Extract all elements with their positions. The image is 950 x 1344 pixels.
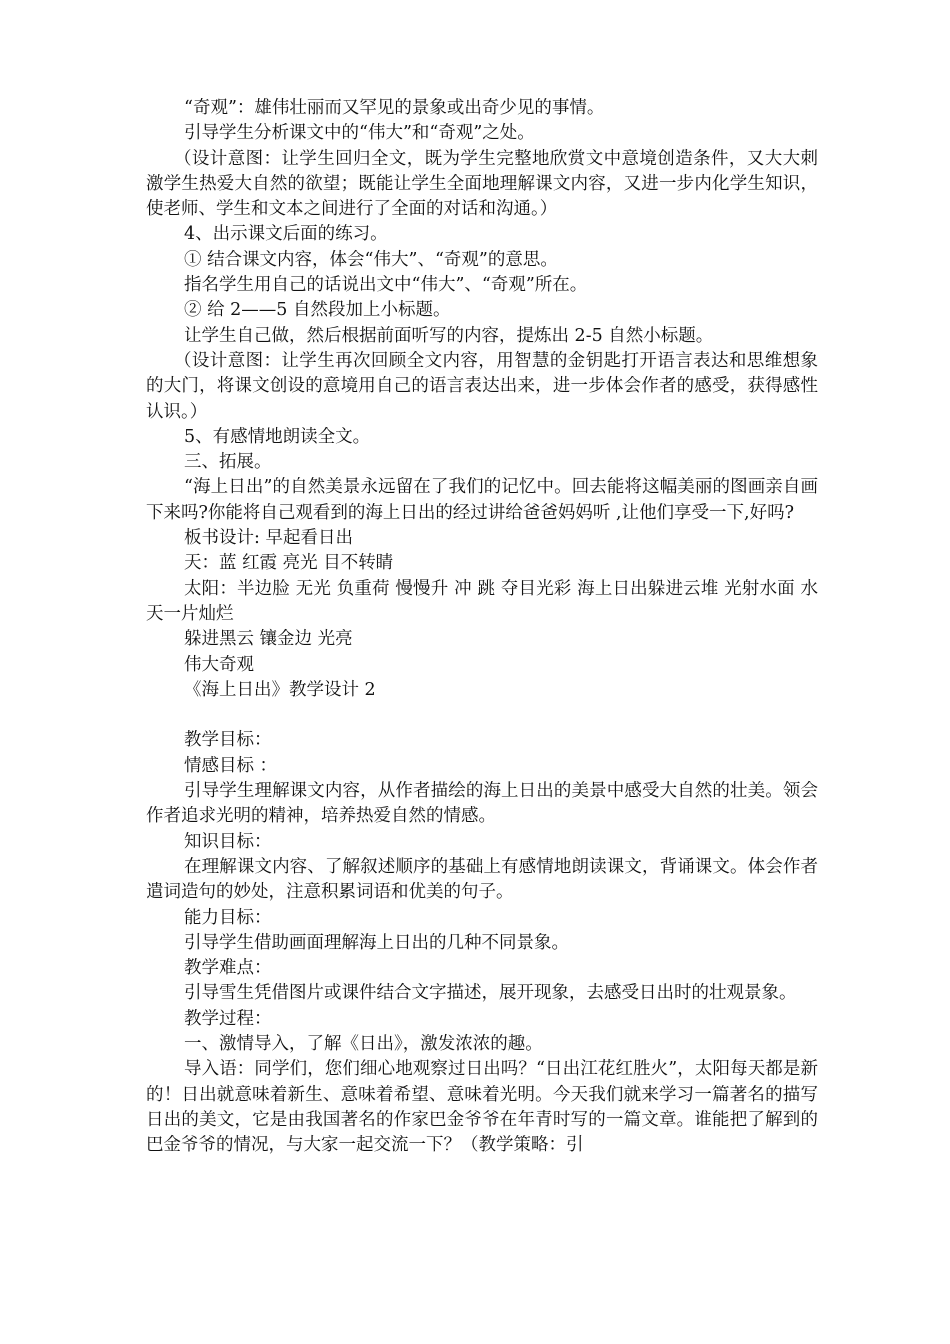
- paragraph: 导入语：同学们，您们细心地观察过日出吗？“日出江花红胜火”，太阳每天都是新的！日出就意味着新生、意味着希望、意味着光明。今天我们就来学习一篇著名的描写日出的美文，它是由我国著名的作家巴金爷爷在年青时写的一篇文章。谁能把了解到的巴金爷爷的情况，与大家一起交流一下？（教学策略：引: [146, 1059, 818, 1156]
- paragraph: 引导学生借助画面理解海上日出的几种不同景象。: [184, 932, 569, 953]
- paragraph: 太阳：半边脸 无光 负重荷 慢慢升 冲 跳 夺目光彩 海上日出躲进云堆 光射水面 水天一片灿烂: [146, 578, 818, 624]
- paragraph: 引导学生理解课文内容，从作者描绘的海上日出的美景中感受大自然的壮美。领会作者追求光明的精神，培养热爱自然的情感。: [146, 781, 818, 827]
- paragraph: 三、拓展。: [184, 452, 272, 473]
- paragraph: 板书设计: 早起看日出: [184, 528, 353, 549]
- paragraph: 指名学生用自己的话说出文中“伟大”、“奇观”所在。: [184, 275, 588, 296]
- paragraph: 一、激情导入，了解《日出》，激发浓浓的趣。: [184, 1033, 543, 1054]
- blank-line: [146, 703, 818, 728]
- paragraph: 躲进黑云 镶金边 光亮: [184, 629, 353, 650]
- paragraph: 知识目标：: [184, 831, 272, 852]
- paragraph: 引导学生分析课文中的“伟大”和“奇观”之处。: [184, 123, 535, 144]
- paragraph: （设计意图：让学生回归全文，既为学生完整地欣赏文中意境创造条件，又大大刺激学生热爱大自然的欲望；既能让学生全面地理解课文内容，又进一步内化学生知识，使老师、学生和文本之间进行了全面的对话和沟通。）: [146, 148, 818, 220]
- paragraph: 在理解课文内容、了解叙述顺序的基础上有感情地朗读课文，背诵课文。体会作者遣词造句的妙处，注意积累词语和优美的句子。: [146, 856, 818, 903]
- paragraph: 引导雪生凭借图片或课件结合文字描述，展开现象，去感受日出时的壮观景象。: [184, 983, 797, 1004]
- paragraph: ② 给 2——5 自然段加上小标题。: [184, 300, 451, 321]
- paragraph: “海上日出”的自然美景永远留在了我们的记忆中。回去能将这幅美丽的图画亲自画下来吗?你能将自己观看到的海上日出的经过讲给爸爸妈妈听 ,让他们享受一下,好吗?: [146, 477, 818, 523]
- paragraph: 天：蓝 红霞 亮光 目不转睛: [184, 553, 394, 574]
- paragraph: 5、有感情地朗读全文。: [184, 426, 371, 447]
- paragraph: 教学过程：: [184, 1008, 272, 1029]
- paragraph: 能力目标：: [184, 907, 272, 928]
- paragraph: 教学难点：: [184, 958, 272, 979]
- paragraph: ① 结合课文内容，体会“伟大”、“奇观”的意思。: [184, 249, 558, 270]
- paragraph: “奇观”：雄伟壮丽而又罕见的景象或出奇少见的事情。: [184, 98, 605, 118]
- paragraph: （设计意图：让学生再次回顾全文内容，用智慧的金钥匙打开语言表达和思维想象的大门，将课文创设的意境用自己的语言表达出来，进一步体会作者的感受，获得感性认识。）: [146, 350, 818, 422]
- document-body: [146, 96, 818, 1158]
- paragraph: 《海上日出》教学设计 2: [184, 679, 376, 700]
- paragraph: 情感目标 ：: [184, 755, 278, 776]
- paragraph: 伟大奇观: [184, 654, 254, 675]
- paragraph: 4、出示课文后面的练习。: [184, 224, 388, 245]
- paragraph: 教学目标：: [184, 730, 272, 751]
- paragraph: 让学生自己做，然后根据前面听写的内容，提炼出 2-5 自然小标题。: [184, 325, 714, 346]
